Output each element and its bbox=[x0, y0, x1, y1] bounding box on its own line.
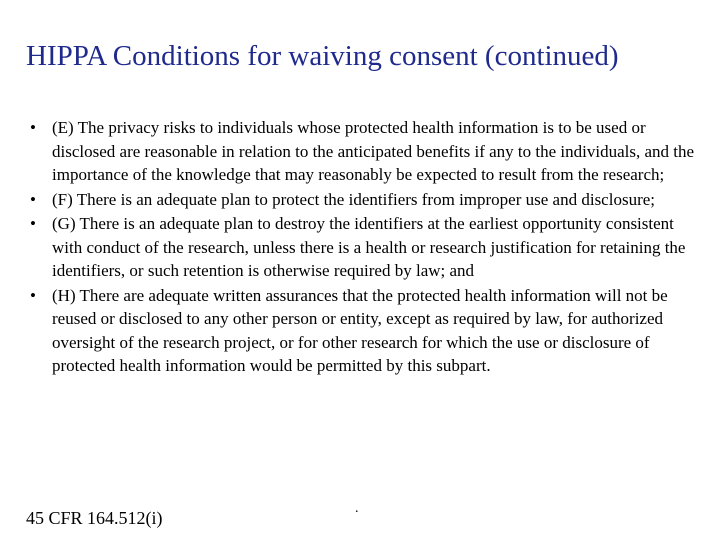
footer-dot: . bbox=[355, 501, 359, 516]
bullet-icon: • bbox=[30, 285, 36, 305]
bullet-item-f bbox=[26, 188, 694, 212]
bullet-icon: • bbox=[30, 214, 36, 233]
bullet-item-e bbox=[26, 116, 694, 187]
bullet-item-g bbox=[26, 212, 694, 283]
bullet-list bbox=[26, 116, 694, 379]
bullet-text-e: (E) The privacy risks to individuals whose protected health information is to be used or disclosed are reasonable in relation to the anticipated benefits if any to the individuals, and the importance of the knowledge that may reasonably be expected to result from the research; bbox=[52, 118, 695, 184]
bullet-text-h: (H) There are adequate written assurances that the protected health information will not be reused or disclosed to any other person or entity, except as required by law, for authorized oversight of the research project, or for other research for which the use or disclosure of protected health information would be permitted by this subpart. bbox=[52, 285, 668, 375]
bullet-text-g: (G) There is an adequate plan to destroy the identifiers at the earliest opportunity consistent with conduct of the research, unless there is a health or research justification for retaining the identifiers, or such retention is otherwise required by law; and bbox=[52, 214, 686, 280]
bullet-icon: • bbox=[30, 118, 36, 137]
bullet-text-f: (F) There is an adequate plan to protect the identifiers from improper use and disclosure; bbox=[52, 189, 655, 209]
bullet-icon: • bbox=[30, 189, 36, 209]
slide-title: HIPPA Conditions for waiving consent (continued) bbox=[26, 40, 619, 72]
bullet-item-h bbox=[26, 284, 694, 378]
citation: 45 CFR 164.512(i) bbox=[26, 508, 163, 528]
